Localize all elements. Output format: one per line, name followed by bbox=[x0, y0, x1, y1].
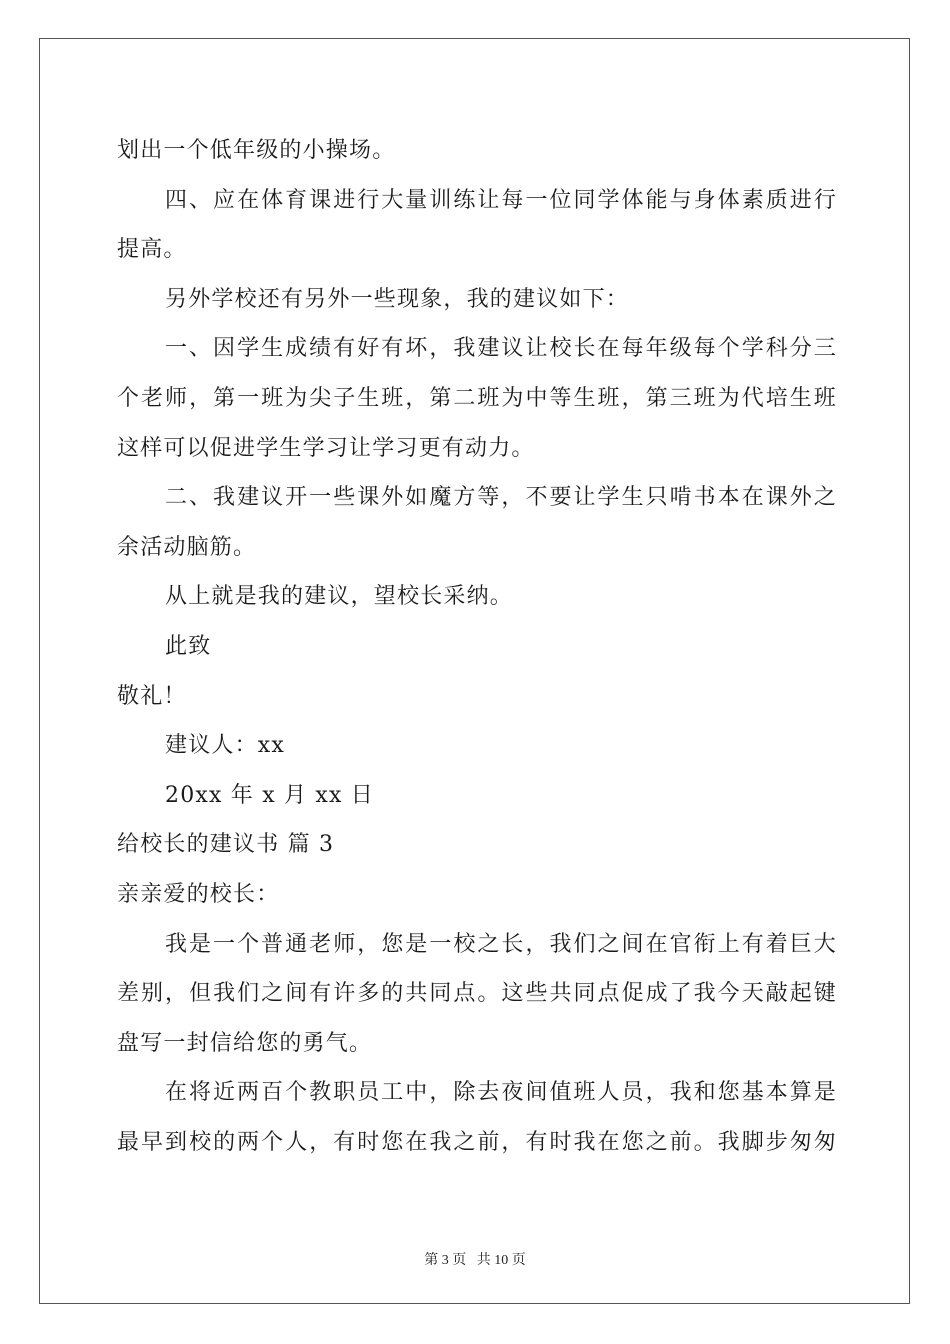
salutation-line: 敬礼！ bbox=[117, 683, 187, 709]
page-total: 共 10 页 bbox=[476, 1253, 526, 1268]
text-line: 另外学校还有另外一些现象，我的建议如下： bbox=[165, 286, 630, 312]
document-body bbox=[117, 126, 837, 1167]
text-line: 一、因学生成绩有好有坏，我建议让校长在每年级每个学科分三 bbox=[165, 336, 837, 362]
text-line: 差别，但我们之间有许多的共同点。这些共同点促成了我今天敲起键 bbox=[117, 981, 837, 1007]
greeting-line: 亲亲爱的校长： bbox=[117, 881, 280, 907]
text-line: 提高。 bbox=[117, 237, 187, 263]
text-line: 在将近两百个教职员工中，除去夜间值班人员，我和您基本算是 bbox=[165, 1080, 837, 1106]
text-line: 这样可以促进学生学习让学习更有动力。 bbox=[117, 435, 535, 461]
text-line: 二、我建议开一些课外如魔方等，不要让学生只啃书本在课外之 bbox=[165, 485, 837, 511]
text-line: 盘写一封信给您的勇气。 bbox=[117, 1030, 373, 1056]
signer-line: 建议人：xx bbox=[165, 733, 286, 759]
text-line: 四、应在体育课进行大量训练让每一位同学体能与身体素质进行 bbox=[165, 187, 837, 213]
text-line: 我是一个普通老师，您是一校之长，我们之间在官衔上有着巨大 bbox=[165, 931, 837, 957]
closing-line: 此致 bbox=[165, 633, 212, 659]
text-line: 划出一个低年级的小操场。 bbox=[117, 138, 396, 163]
text-line: 从上就是我的建议，望校长采纳。 bbox=[165, 584, 514, 610]
date-line: 20xx 年 x 月 xx 日 bbox=[165, 782, 374, 808]
section-heading: 给校长的建议书 篇 3 bbox=[117, 832, 335, 858]
text-line: 余活动脑筋。 bbox=[117, 534, 257, 560]
text-line: 个老师，第一班为尖子生班，第二班为中等生班，第三班为代培生班 bbox=[117, 385, 837, 411]
text-line: 最早到校的两个人，有时您在我之前，有时我在您之前。我脚步匆匆 bbox=[117, 1129, 837, 1155]
page-footer bbox=[0, 1249, 950, 1269]
page-number: 第 3 页 bbox=[424, 1253, 467, 1268]
